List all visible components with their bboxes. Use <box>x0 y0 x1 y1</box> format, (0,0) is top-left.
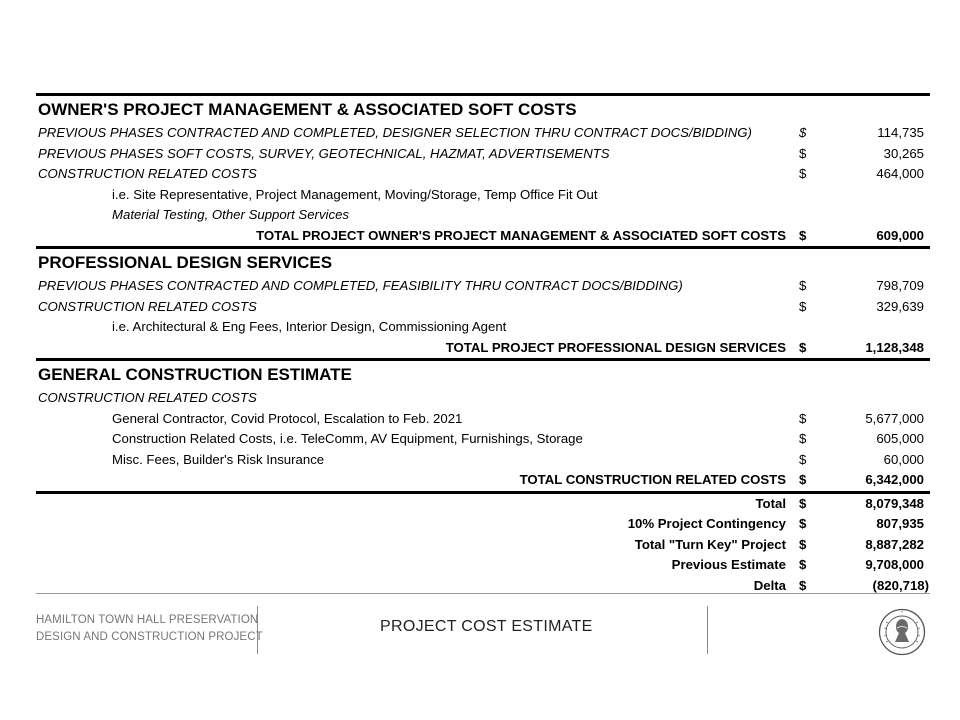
dollar-sign: $ <box>799 278 807 293</box>
row-amount: 464,000 <box>876 166 924 181</box>
footer-separator <box>257 606 258 654</box>
summary-row <box>36 494 930 515</box>
row-amount: 60,000 <box>883 451 924 467</box>
table-row <box>36 388 930 409</box>
table-row <box>36 450 930 471</box>
dollar-sign: $ <box>799 536 807 552</box>
table-row <box>36 144 930 165</box>
total-label: TOTAL PROJECT PROFESSIONAL DESIGN SERVICES <box>445 339 786 355</box>
row-label: i.e. Site Representative, Project Management, Moving/Storage, Temp Office Fit Out <box>112 186 598 202</box>
row-label: i.e. Architectural & Eng Fees, Interior Design, Commissioning Agent <box>112 319 507 334</box>
total-amount: 6,342,000 <box>865 472 924 487</box>
dollar-sign: $ <box>799 472 807 487</box>
total-amount: 1,128,348 <box>865 339 924 355</box>
project-name-line2: DESIGN AND CONSTRUCTION PROJECT <box>36 631 263 643</box>
footer-divider <box>36 593 930 594</box>
table-row <box>36 205 930 226</box>
table-row <box>36 317 930 338</box>
town-seal-icon <box>878 608 926 656</box>
section-professional-design <box>36 246 930 358</box>
summary-row <box>36 514 930 535</box>
summary-label: 10% Project Contingency <box>627 516 786 531</box>
summary-label: Delta <box>753 577 786 593</box>
summary-label: Previous Estimate <box>671 557 786 572</box>
summary-amount: (820,718) <box>872 577 929 593</box>
total-row <box>36 470 930 491</box>
row-label: PREVIOUS PHASES CONTRACTED AND COMPLETED, DESIGNER SELECTION THRU CONTRACT DOCS/BIDDING) <box>38 125 752 140</box>
dollar-sign: $ <box>799 410 807 426</box>
row-amount: 114,735 <box>877 125 924 140</box>
summary-block <box>36 491 930 597</box>
cost-estimate-table <box>36 93 930 596</box>
total-amount: 609,000 <box>876 227 924 243</box>
table-row <box>36 185 930 206</box>
row-amount: 5,677,000 <box>865 410 924 426</box>
row-label: PREVIOUS PHASES CONTRACTED AND COMPLETED, FEASIBILITY THRU CONTRACT DOCS/BIDDING) <box>38 278 683 293</box>
total-row <box>36 338 930 359</box>
summary-row <box>36 555 930 576</box>
row-amount: 798,709 <box>876 278 924 293</box>
row-label: Misc. Fees, Builder's Risk Insurance <box>112 451 325 467</box>
project-name <box>36 612 263 646</box>
total-row <box>36 226 930 247</box>
total-label: TOTAL PROJECT OWNER'S PROJECT MANAGEMENT & ASSOCIATED SOFT COSTS <box>256 227 786 243</box>
dollar-sign: $ <box>799 577 807 593</box>
row-label: PREVIOUS PHASES SOFT COSTS, SURVEY, GEOTECHNICAL, HAZMAT, ADVERTISEMENTS <box>38 145 610 161</box>
total-label: TOTAL CONSTRUCTION RELATED COSTS <box>519 472 786 487</box>
summary-amount: 8,887,282 <box>865 536 924 552</box>
dollar-sign: $ <box>799 431 807 446</box>
summary-amount: 9,708,000 <box>865 557 924 572</box>
section-owner-soft-costs <box>36 93 930 246</box>
row-label: Construction Related Costs, i.e. TeleComm, AV Equipment, Furnishings, Storage <box>112 431 583 446</box>
table-row <box>36 409 930 430</box>
section-header: OWNER'S PROJECT MANAGEMENT & ASSOCIATED SOFT COSTS <box>38 100 577 119</box>
dollar-sign: $ <box>799 339 807 355</box>
row-label: CONSTRUCTION RELATED COSTS <box>38 298 257 314</box>
row-amount: 30,265 <box>883 145 924 161</box>
row-label: CONSTRUCTION RELATED COSTS <box>38 390 257 405</box>
section-header: GENERAL CONSTRUCTION ESTIMATE <box>38 365 352 384</box>
table-row <box>36 123 930 144</box>
project-name-line1: HAMILTON TOWN HALL PRESERVATION <box>36 614 259 626</box>
footer-separator <box>707 606 708 654</box>
dollar-sign: $ <box>799 557 807 572</box>
row-label: General Contractor, Covid Protocol, Escalation to Feb. 2021 <box>112 410 463 426</box>
summary-label: Total "Turn Key" Project <box>634 536 786 552</box>
row-label: CONSTRUCTION RELATED COSTS <box>38 166 257 181</box>
dollar-sign: $ <box>799 227 807 243</box>
table-row <box>36 429 930 450</box>
dollar-sign: $ <box>799 166 807 181</box>
document-title: PROJECT COST ESTIMATE <box>380 618 593 635</box>
table-row <box>36 164 930 185</box>
dollar-sign: $ <box>799 145 807 161</box>
summary-row <box>36 535 930 556</box>
dollar-sign: $ <box>799 298 807 314</box>
dollar-sign: $ <box>799 451 807 467</box>
summary-amount: 807,935 <box>876 516 924 531</box>
summary-label: Total <box>755 495 786 511</box>
row-label: Material Testing, Other Support Services <box>112 207 349 222</box>
table-row <box>36 297 930 318</box>
table-row <box>36 276 930 297</box>
row-amount: 329,639 <box>876 298 924 314</box>
dollar-sign: $ <box>799 516 807 531</box>
section-header: PROFESSIONAL DESIGN SERVICES <box>38 253 333 272</box>
row-amount: 605,000 <box>876 431 924 446</box>
dollar-sign: $ <box>799 495 807 511</box>
section-general-construction <box>36 358 930 491</box>
summary-amount: 8,079,348 <box>865 495 924 511</box>
dollar-sign: $ <box>799 125 807 140</box>
